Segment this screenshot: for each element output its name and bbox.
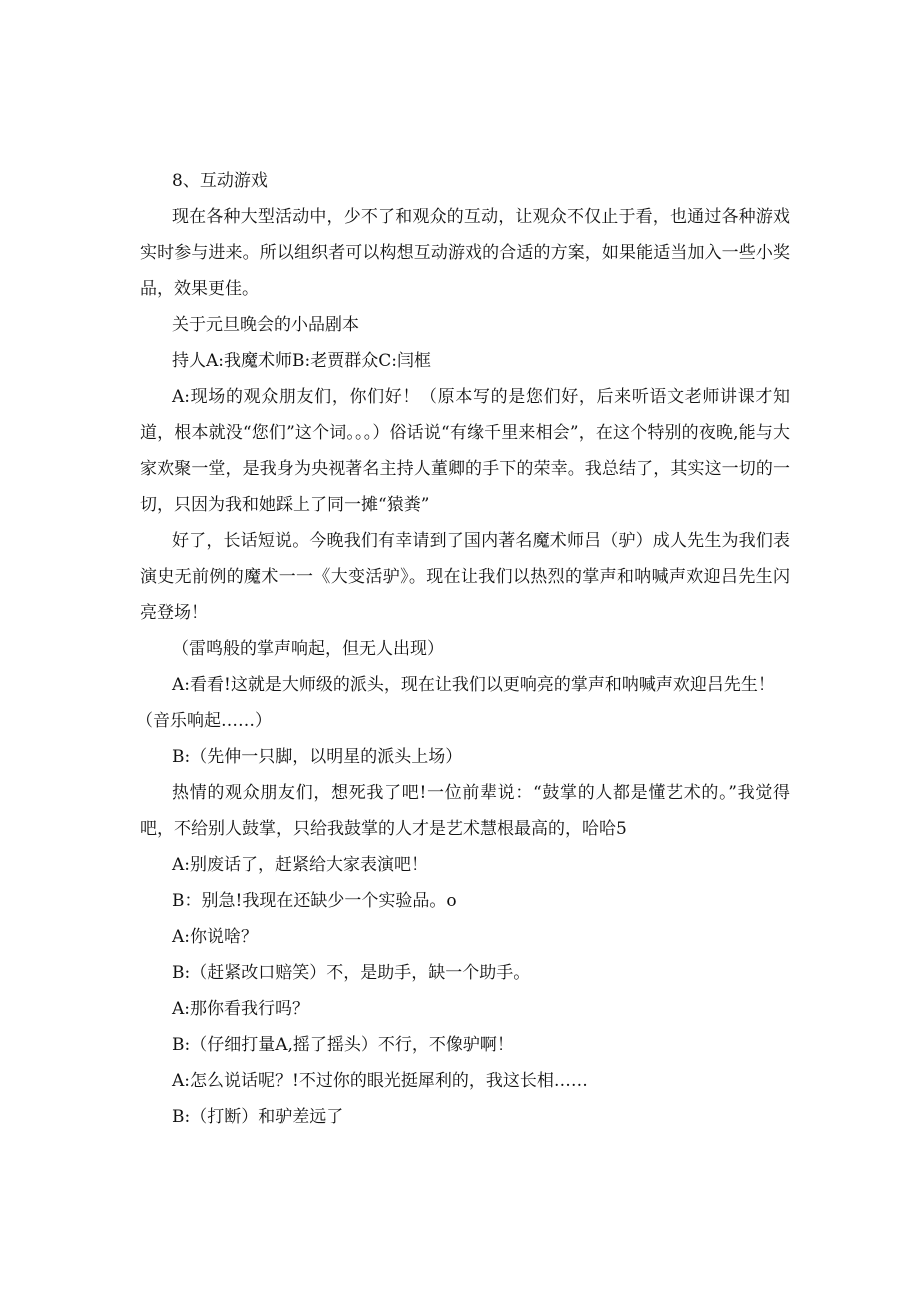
- dialogue-line: B：别急!我现在还缺少一个实验品。o: [172, 891, 457, 911]
- dialogue-line: B:（赶紧改口赔笑）不，是助手，缺一个助手。: [172, 963, 531, 983]
- dialogue-line: A:怎么说话呢？!不过你的眼光挺犀利的，我这长相……: [172, 1071, 588, 1091]
- dialogue-line: 热情的观众朋友们，想死我了吧!一位前辈说：“鼓掌的人都是懂艺术的。”我觉得吧，不给别人鼓掌，只给我鼓掌的人才是艺术慧根最高的，哈哈5: [140, 783, 790, 839]
- dialogue-line: A:别废话了，赶紧给大家表演吧！: [172, 855, 429, 875]
- dialogue-line: B:（仔细打量A,摇了摇头）不行，不像驴啊！: [172, 1035, 514, 1055]
- cast-line: 持人A:我魔术师B:老贾群众C:闫框: [172, 351, 431, 371]
- dialogue-line: B:（打断）和驴差远了: [172, 1107, 344, 1127]
- dialogue-line: 好了，长话短说。今晚我们有幸请到了国内著名魔术师吕（驴）成人先生为我们表演史无前例的魔术一一《大变活驴》。现在让我们以热烈的掌声和呐喊声欢迎吕先生闪亮登场！: [140, 531, 790, 623]
- section-heading: 8、互动游戏: [172, 171, 268, 191]
- stage-direction: （雷鸣般的掌声响起，但无人出现）: [172, 639, 444, 659]
- dialogue-line: A:现场的观众朋友们，你们好！（原本写的是您们好，后来听语文老师讲课才知道，根本就没“您们”这个词。。。）俗话说“有缘千里来相会”，在这个特别的夜晚,能与大家欢聚一堂，是我身为央视著名主持人董卿的手下的荣幸。我总结了，其实这一切的一切，只因为我和她踩上了同一摊“猿粪”: [140, 387, 790, 515]
- stage-direction: （音乐响起……）: [136, 711, 272, 731]
- dialogue-line: B:（先伸一只脚，以明星的派头上场）: [172, 747, 463, 767]
- dialogue-line: A:你说啥？: [172, 927, 259, 947]
- script-title: 关于元旦晚会的小品剧本: [172, 315, 359, 335]
- paragraph: 现在各种大型活动中，少不了和观众的互动，让观众不仅止于看，也通过各种游戏实时参与进来。所以组织者可以构想互动游戏的合适的方案，如果能适当加入一些小奖品，效果更佳。: [140, 207, 790, 299]
- dialogue-line: A:那你看我行吗？: [172, 999, 310, 1019]
- dialogue-line: A:看看!这就是大师级的派头，现在让我们以更响亮的掌声和呐喊声欢迎吕先生！: [172, 675, 775, 695]
